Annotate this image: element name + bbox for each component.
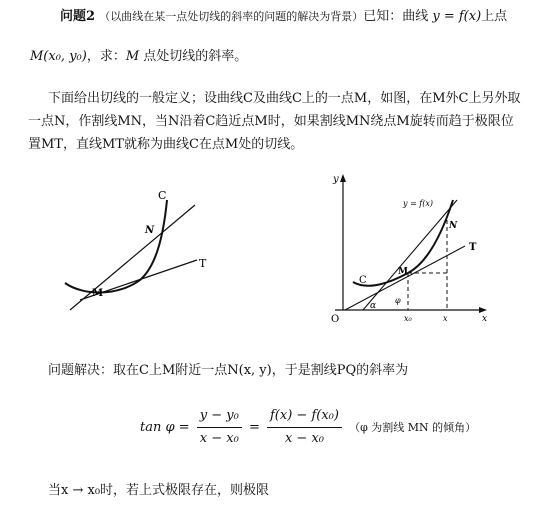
fraction-1-denominator: x − x₀	[199, 431, 239, 446]
equals-sign: =	[248, 420, 260, 435]
label-x-tick: x	[443, 314, 448, 323]
label-c: C	[158, 189, 167, 202]
figure-derivative	[325, 170, 525, 325]
problem-label: 问题	[60, 9, 87, 24]
fraction-1-numerator: y − y₀	[197, 405, 242, 428]
label-y: y	[333, 174, 339, 185]
label-x0: x₀	[404, 314, 412, 323]
definition-line-1: 下面给出切线的一般定义；设曲线C及曲线C上的一点M，如图，在M外C上另外取	[48, 91, 521, 106]
label-t: T	[199, 257, 207, 270]
label-phi: φ	[395, 296, 401, 305]
label-o: O	[331, 314, 340, 325]
label-func: y = f(x)	[403, 199, 434, 208]
angle-note: （φ 为割线 MN 的倾角）	[349, 421, 477, 434]
label-m: M	[92, 288, 104, 299]
label-n: N	[145, 225, 155, 236]
curve-c	[65, 200, 167, 292]
problem-known: 已知：曲线	[363, 9, 429, 24]
problem-ask-tail: 点处切线的斜率。	[143, 49, 248, 64]
label-m: M	[398, 267, 408, 277]
label-alpha: α	[370, 301, 377, 311]
problem-point: M(x₀, y₀)	[30, 49, 87, 64]
problem-line-2	[30, 48, 247, 66]
y-axis-arrow	[340, 174, 346, 182]
secant-line	[70, 205, 195, 310]
fraction-2-numerator: f(x) − f(x₀)	[267, 405, 342, 428]
tan-phi: tan φ =	[140, 420, 190, 435]
slope-equation	[140, 405, 476, 450]
problem-function: y = f(x)	[432, 9, 482, 24]
problem-note: （以曲线在某一点处切线的斜率的问题的解决为背景）	[99, 10, 364, 23]
label-c: C	[359, 275, 367, 286]
figure-secant-tangent	[55, 185, 235, 315]
definition-line-2: 一点N，作割线MN，当N沿着C趋近点M时，如果割线MN绕点M旋转而趋于极限位	[28, 114, 514, 129]
definition-line-3: 置MT，直线MT就称为曲线C在点M处的切线。	[28, 137, 304, 152]
fraction-2	[267, 405, 342, 450]
label-t: T	[469, 242, 477, 253]
solution-intro: 问题解决：取在C上M附近一点N(x, y)，于是割线PQ的斜率为	[48, 363, 409, 378]
fraction-2-denominator: x − x₀	[284, 431, 324, 446]
fraction-1	[197, 405, 242, 450]
x-axis-arrow	[479, 307, 487, 313]
problem-on-point: 上点	[481, 9, 508, 24]
label-n: N	[449, 221, 458, 231]
problem-number: 2	[86, 9, 96, 24]
problem-line-1	[60, 8, 507, 26]
problem-ask: ，求：	[86, 49, 126, 64]
problem-ask-target: M	[125, 49, 140, 64]
label-x-axis: x	[482, 314, 488, 324]
limit-line: 当x → x₀时，若上式极限存在，则极限	[48, 483, 270, 498]
